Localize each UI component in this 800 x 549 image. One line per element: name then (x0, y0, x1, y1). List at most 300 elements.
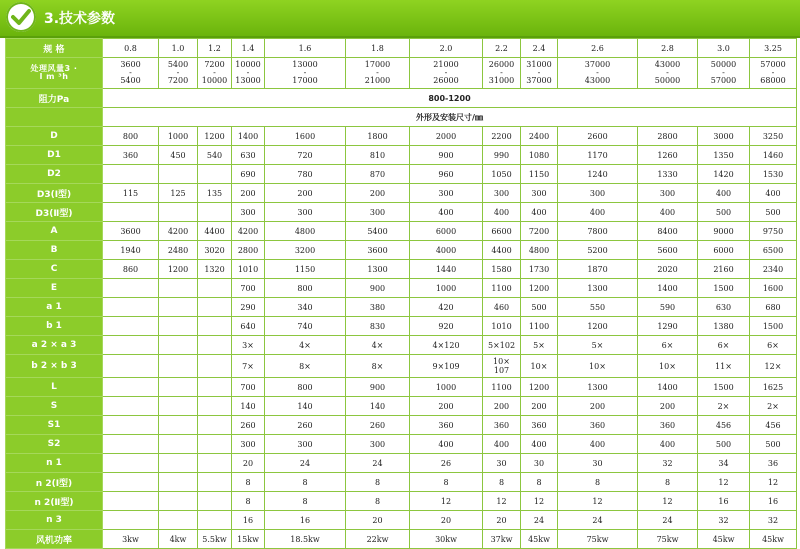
data-cell (159, 279, 198, 298)
data-cell: 1260 (638, 146, 698, 165)
data-cell: 22kw (346, 530, 410, 549)
data-cell: 5200 (558, 241, 638, 260)
data-cell: 8× (265, 355, 346, 378)
dimension-title-row (6, 108, 797, 127)
data-cell: 6× (638, 336, 698, 355)
row-label: a 2 × a 3 (6, 336, 103, 355)
data-cell: 8 (346, 492, 410, 511)
data-cell: 400 (521, 203, 558, 222)
data-cell: 8 (638, 473, 698, 492)
data-cell: 260 (265, 416, 346, 435)
data-cell: 590 (638, 298, 698, 317)
data-cell (159, 511, 198, 530)
data-row (6, 435, 797, 454)
data-row (6, 222, 797, 241)
data-cell: 630 (232, 146, 265, 165)
spec-row (6, 39, 797, 58)
data-cell: 300 (346, 203, 410, 222)
data-cell: 36 (750, 454, 797, 473)
data-cell (159, 355, 198, 378)
data-cell (159, 473, 198, 492)
data-cell: 920 (410, 317, 483, 336)
data-cell (103, 298, 159, 317)
resistance-row (6, 89, 797, 108)
data-cell: 8 (558, 473, 638, 492)
data-cell: 830 (346, 317, 410, 336)
data-cell: 2200 (483, 127, 521, 146)
data-cell: 1000 (159, 127, 198, 146)
row-label: L (6, 378, 103, 397)
data-cell: 200 (410, 397, 483, 416)
data-cell: 1050 (483, 165, 521, 184)
data-cell: 200 (232, 184, 265, 203)
data-cell: 1000 (410, 378, 483, 397)
data-cell: 8 (521, 473, 558, 492)
data-cell: 800 (265, 279, 346, 298)
data-cell: 2× (698, 397, 750, 416)
data-cell (103, 378, 159, 397)
spec-cell: 2.8 (638, 39, 698, 58)
row-label: B (6, 241, 103, 260)
data-cell: 4800 (521, 241, 558, 260)
data-cell: 32 (750, 511, 797, 530)
data-cell (198, 336, 232, 355)
spec-cell: 3.0 (698, 39, 750, 58)
data-cell: 11× (698, 355, 750, 378)
data-cell: 4400 (198, 222, 232, 241)
data-cell (103, 454, 159, 473)
spec-cell: 3.25 (750, 39, 797, 58)
data-cell: 2340 (750, 260, 797, 279)
row-label: E (6, 279, 103, 298)
row-label: a 1 (6, 298, 103, 317)
data-cell: 2160 (698, 260, 750, 279)
data-cell: 7× (232, 355, 265, 378)
data-cell: 7200 (521, 222, 558, 241)
data-cell: 200 (558, 397, 638, 416)
data-cell: 400 (750, 184, 797, 203)
spec-cell: 2.2 (483, 39, 521, 58)
data-cell: 300 (483, 184, 521, 203)
data-cell: 24 (558, 511, 638, 530)
data-cell: 2020 (638, 260, 698, 279)
data-cell (103, 317, 159, 336)
resistance-value: 800-1200 (103, 89, 797, 108)
data-cell: 8 (483, 473, 521, 492)
row-label: 阻力Pa (6, 89, 103, 108)
data-cell: 300 (265, 435, 346, 454)
data-cell: 360 (558, 416, 638, 435)
data-cell: 3× (232, 336, 265, 355)
data-cell: 200 (638, 397, 698, 416)
data-cell: 400 (410, 435, 483, 454)
data-cell: 45kw (521, 530, 558, 549)
data-cell (103, 165, 159, 184)
data-cell: 2800 (638, 127, 698, 146)
data-row (6, 298, 797, 317)
row-label: A (6, 222, 103, 241)
data-cell: 8 (410, 473, 483, 492)
data-cell: 2600 (558, 127, 638, 146)
data-cell (198, 279, 232, 298)
data-cell (198, 355, 232, 378)
data-cell: 640 (232, 317, 265, 336)
spec-cell: 1.6 (265, 39, 346, 58)
data-cell: 800 (103, 127, 159, 146)
row-label: n 2(Ⅰ型) (6, 473, 103, 492)
data-cell: 1730 (521, 260, 558, 279)
airflow-row (6, 58, 797, 89)
row-label: D (6, 127, 103, 146)
data-cell: 360 (103, 146, 159, 165)
data-cell: 300 (638, 184, 698, 203)
data-cell: 1150 (265, 260, 346, 279)
data-cell: 9750 (750, 222, 797, 241)
data-cell: 200 (265, 184, 346, 203)
data-cell: 1150 (521, 165, 558, 184)
data-cell: 5×102 (483, 336, 521, 355)
data-cell: 10× (558, 355, 638, 378)
spec-cell: 1.2 (198, 39, 232, 58)
data-cell: 10× (521, 355, 558, 378)
data-cell: 400 (558, 435, 638, 454)
data-cell: 12 (410, 492, 483, 511)
data-row (6, 378, 797, 397)
data-cell: 8 (265, 492, 346, 511)
data-cell: 630 (698, 298, 750, 317)
data-cell (159, 298, 198, 317)
data-cell: 1200 (198, 127, 232, 146)
data-cell: 200 (346, 184, 410, 203)
row-label: 风机功率 (6, 530, 103, 549)
data-row (6, 397, 797, 416)
section-title: 3.技术参数 (44, 11, 116, 27)
data-cell: 3600 (103, 222, 159, 241)
data-cell: 1200 (521, 378, 558, 397)
data-cell: 1940 (103, 241, 159, 260)
data-cell: 990 (483, 146, 521, 165)
data-cell: 3600 (346, 241, 410, 260)
data-cell: 12 (638, 492, 698, 511)
data-cell: 10× (638, 355, 698, 378)
data-row (6, 279, 797, 298)
data-cell: 26 (410, 454, 483, 473)
data-cell (159, 416, 198, 435)
data-cell: 1500 (698, 378, 750, 397)
data-cell: 1500 (698, 279, 750, 298)
data-cell (198, 454, 232, 473)
data-cell (159, 165, 198, 184)
data-cell: 20 (483, 511, 521, 530)
airflow-cell: 17000 - 21000 (346, 58, 410, 89)
data-cell (198, 378, 232, 397)
data-cell: 37kw (483, 530, 521, 549)
data-cell: 12 (558, 492, 638, 511)
airflow-cell: 3600 - 5400 (103, 58, 159, 89)
data-cell: 300 (232, 203, 265, 222)
data-cell: 6× (750, 336, 797, 355)
row-label: b 2 × b 3 (6, 355, 103, 378)
data-cell: 300 (521, 184, 558, 203)
row-label: S1 (6, 416, 103, 435)
data-cell: 9×109 (410, 355, 483, 378)
data-cell: 1010 (483, 317, 521, 336)
data-cell: 8 (346, 473, 410, 492)
data-cell: 4200 (232, 222, 265, 241)
row-label: S (6, 397, 103, 416)
data-cell: 32 (638, 454, 698, 473)
row-label: D1 (6, 146, 103, 165)
data-cell: 1420 (698, 165, 750, 184)
data-cell: 260 (232, 416, 265, 435)
data-cell: 200 (521, 397, 558, 416)
data-cell: 500 (698, 203, 750, 222)
data-cell (103, 336, 159, 355)
row-label: 规 格 (6, 39, 103, 58)
data-cell: 400 (483, 203, 521, 222)
data-cell: 4kw (159, 530, 198, 549)
data-cell: 456 (750, 416, 797, 435)
data-cell: 45kw (750, 530, 797, 549)
row-label: D3(Ⅱ型) (6, 203, 103, 222)
data-cell: 5400 (346, 222, 410, 241)
data-cell: 1300 (346, 260, 410, 279)
data-cell (198, 317, 232, 336)
data-cell: 3kw (103, 530, 159, 549)
data-row (6, 416, 797, 435)
data-cell: 1460 (750, 146, 797, 165)
data-cell: 4× (346, 336, 410, 355)
data-cell: 1400 (638, 378, 698, 397)
data-cell: 420 (410, 298, 483, 317)
row-label: 处理风量3 · l m ³h (6, 58, 103, 89)
data-cell (159, 336, 198, 355)
data-cell: 1440 (410, 260, 483, 279)
data-cell (103, 416, 159, 435)
data-cell: 8 (232, 492, 265, 511)
data-cell: 300 (346, 435, 410, 454)
data-cell (198, 397, 232, 416)
data-cell (103, 511, 159, 530)
data-cell: 75kw (638, 530, 698, 549)
data-cell: 2400 (521, 127, 558, 146)
data-cell: 400 (638, 435, 698, 454)
data-cell: 1000 (410, 279, 483, 298)
data-cell (198, 473, 232, 492)
data-cell: 1200 (159, 260, 198, 279)
data-row (6, 530, 797, 549)
airflow-cell: 26000 - 31000 (483, 58, 521, 89)
dimension-title: 外形及安装尺寸/㎜ (103, 108, 797, 127)
data-cell (159, 454, 198, 473)
data-cell: 135 (198, 184, 232, 203)
data-cell: 16 (265, 511, 346, 530)
data-cell: 1870 (558, 260, 638, 279)
spec-cell: 2.0 (410, 39, 483, 58)
data-cell: 700 (232, 378, 265, 397)
data-cell: 32 (698, 511, 750, 530)
data-cell: 1600 (750, 279, 797, 298)
data-cell: 6500 (750, 241, 797, 260)
data-row (6, 146, 797, 165)
data-cell: 6600 (483, 222, 521, 241)
data-cell: 4× (265, 336, 346, 355)
data-cell: 34 (698, 454, 750, 473)
data-cell: 1200 (521, 279, 558, 298)
airflow-cell: 13000 - 17000 (265, 58, 346, 89)
data-cell: 400 (521, 435, 558, 454)
row-label: b 1 (6, 317, 103, 336)
data-cell: 500 (521, 298, 558, 317)
airflow-cell: 21000 - 26000 (410, 58, 483, 89)
data-cell: 400 (410, 203, 483, 222)
data-cell: 300 (232, 435, 265, 454)
row-label: n 1 (6, 454, 103, 473)
data-cell (159, 203, 198, 222)
data-cell: 1080 (521, 146, 558, 165)
data-cell (198, 298, 232, 317)
spec-cell: 1.4 (232, 39, 265, 58)
data-cell: 8 (265, 473, 346, 492)
data-cell: 870 (346, 165, 410, 184)
data-row (6, 336, 797, 355)
data-cell: 8 (232, 473, 265, 492)
data-cell: 2800 (232, 241, 265, 260)
data-cell: 1400 (638, 279, 698, 298)
data-cell: 1400 (232, 127, 265, 146)
data-cell: 30 (483, 454, 521, 473)
data-cell: 380 (346, 298, 410, 317)
data-cell: 200 (483, 397, 521, 416)
data-cell (103, 492, 159, 511)
data-cell: 900 (346, 378, 410, 397)
row-label: S2 (6, 435, 103, 454)
data-cell: 30 (521, 454, 558, 473)
data-cell: 2000 (410, 127, 483, 146)
data-cell: 15kw (232, 530, 265, 549)
row-label: D2 (6, 165, 103, 184)
data-cell: 720 (265, 146, 346, 165)
data-cell: 550 (558, 298, 638, 317)
data-cell: 4200 (159, 222, 198, 241)
data-cell: 1170 (558, 146, 638, 165)
row-label: C (6, 260, 103, 279)
data-cell: 12 (750, 473, 797, 492)
data-cell: 6000 (410, 222, 483, 241)
data-cell: 360 (410, 416, 483, 435)
data-cell: 12× (750, 355, 797, 378)
data-cell: 500 (750, 203, 797, 222)
data-cell: 1625 (750, 378, 797, 397)
data-cell: 340 (265, 298, 346, 317)
data-cell: 6× (698, 336, 750, 355)
spec-cell: 2.6 (558, 39, 638, 58)
data-cell: 1330 (638, 165, 698, 184)
data-cell: 1300 (558, 279, 638, 298)
data-row (6, 511, 797, 530)
data-cell: 500 (698, 435, 750, 454)
section-header (0, 0, 800, 38)
data-cell: 30kw (410, 530, 483, 549)
data-cell: 460 (483, 298, 521, 317)
data-row (6, 317, 797, 336)
data-cell: 300 (558, 184, 638, 203)
data-cell: 5× (558, 336, 638, 355)
data-cell: 16 (698, 492, 750, 511)
data-row (6, 127, 797, 146)
data-cell: 3020 (198, 241, 232, 260)
airflow-cell: 10000 - 13000 (232, 58, 265, 89)
data-cell: 500 (750, 435, 797, 454)
data-cell: 1100 (521, 317, 558, 336)
data-cell: 4000 (410, 241, 483, 260)
data-cell: 780 (265, 165, 346, 184)
data-cell: 700 (232, 279, 265, 298)
data-cell: 2480 (159, 241, 198, 260)
data-cell: 1010 (232, 260, 265, 279)
data-cell: 360 (638, 416, 698, 435)
check-icon (6, 2, 36, 32)
data-cell: 960 (410, 165, 483, 184)
data-cell: 740 (265, 317, 346, 336)
data-cell: 20 (346, 511, 410, 530)
data-cell: 8400 (638, 222, 698, 241)
airflow-cell: 57000 - 68000 (750, 58, 797, 89)
data-cell: 1580 (483, 260, 521, 279)
data-cell: 140 (265, 397, 346, 416)
row-label: n 3 (6, 511, 103, 530)
data-cell: 300 (410, 184, 483, 203)
data-cell: 456 (698, 416, 750, 435)
data-cell: 4400 (483, 241, 521, 260)
data-cell: 7800 (558, 222, 638, 241)
data-cell: 400 (698, 184, 750, 203)
data-cell: 18.5kw (265, 530, 346, 549)
data-cell: 900 (410, 146, 483, 165)
data-cell (103, 473, 159, 492)
data-cell: 140 (232, 397, 265, 416)
data-row (6, 260, 797, 279)
data-cell (198, 165, 232, 184)
data-cell: 20 (232, 454, 265, 473)
data-row (6, 165, 797, 184)
data-cell: 12 (698, 473, 750, 492)
data-cell (103, 203, 159, 222)
airflow-cell: 31000 - 37000 (521, 58, 558, 89)
data-cell: 290 (232, 298, 265, 317)
data-cell: 75kw (558, 530, 638, 549)
data-cell: 1350 (698, 146, 750, 165)
data-row (6, 184, 797, 203)
data-cell: 24 (638, 511, 698, 530)
data-cell: 45kw (698, 530, 750, 549)
spec-cell: 2.4 (521, 39, 558, 58)
data-cell (198, 492, 232, 511)
data-cell: 1300 (558, 378, 638, 397)
data-cell: 125 (159, 184, 198, 203)
spec-cell: 0.8 (103, 39, 159, 58)
row-label: n 2(Ⅱ型) (6, 492, 103, 511)
data-cell: 540 (198, 146, 232, 165)
data-cell (198, 203, 232, 222)
data-cell: 24 (265, 454, 346, 473)
data-cell: 1100 (483, 378, 521, 397)
spec-cell: 1.8 (346, 39, 410, 58)
data-cell: 10× 107 (483, 355, 521, 378)
data-cell: 360 (521, 416, 558, 435)
data-cell: 5600 (638, 241, 698, 260)
data-cell: 4800 (265, 222, 346, 241)
